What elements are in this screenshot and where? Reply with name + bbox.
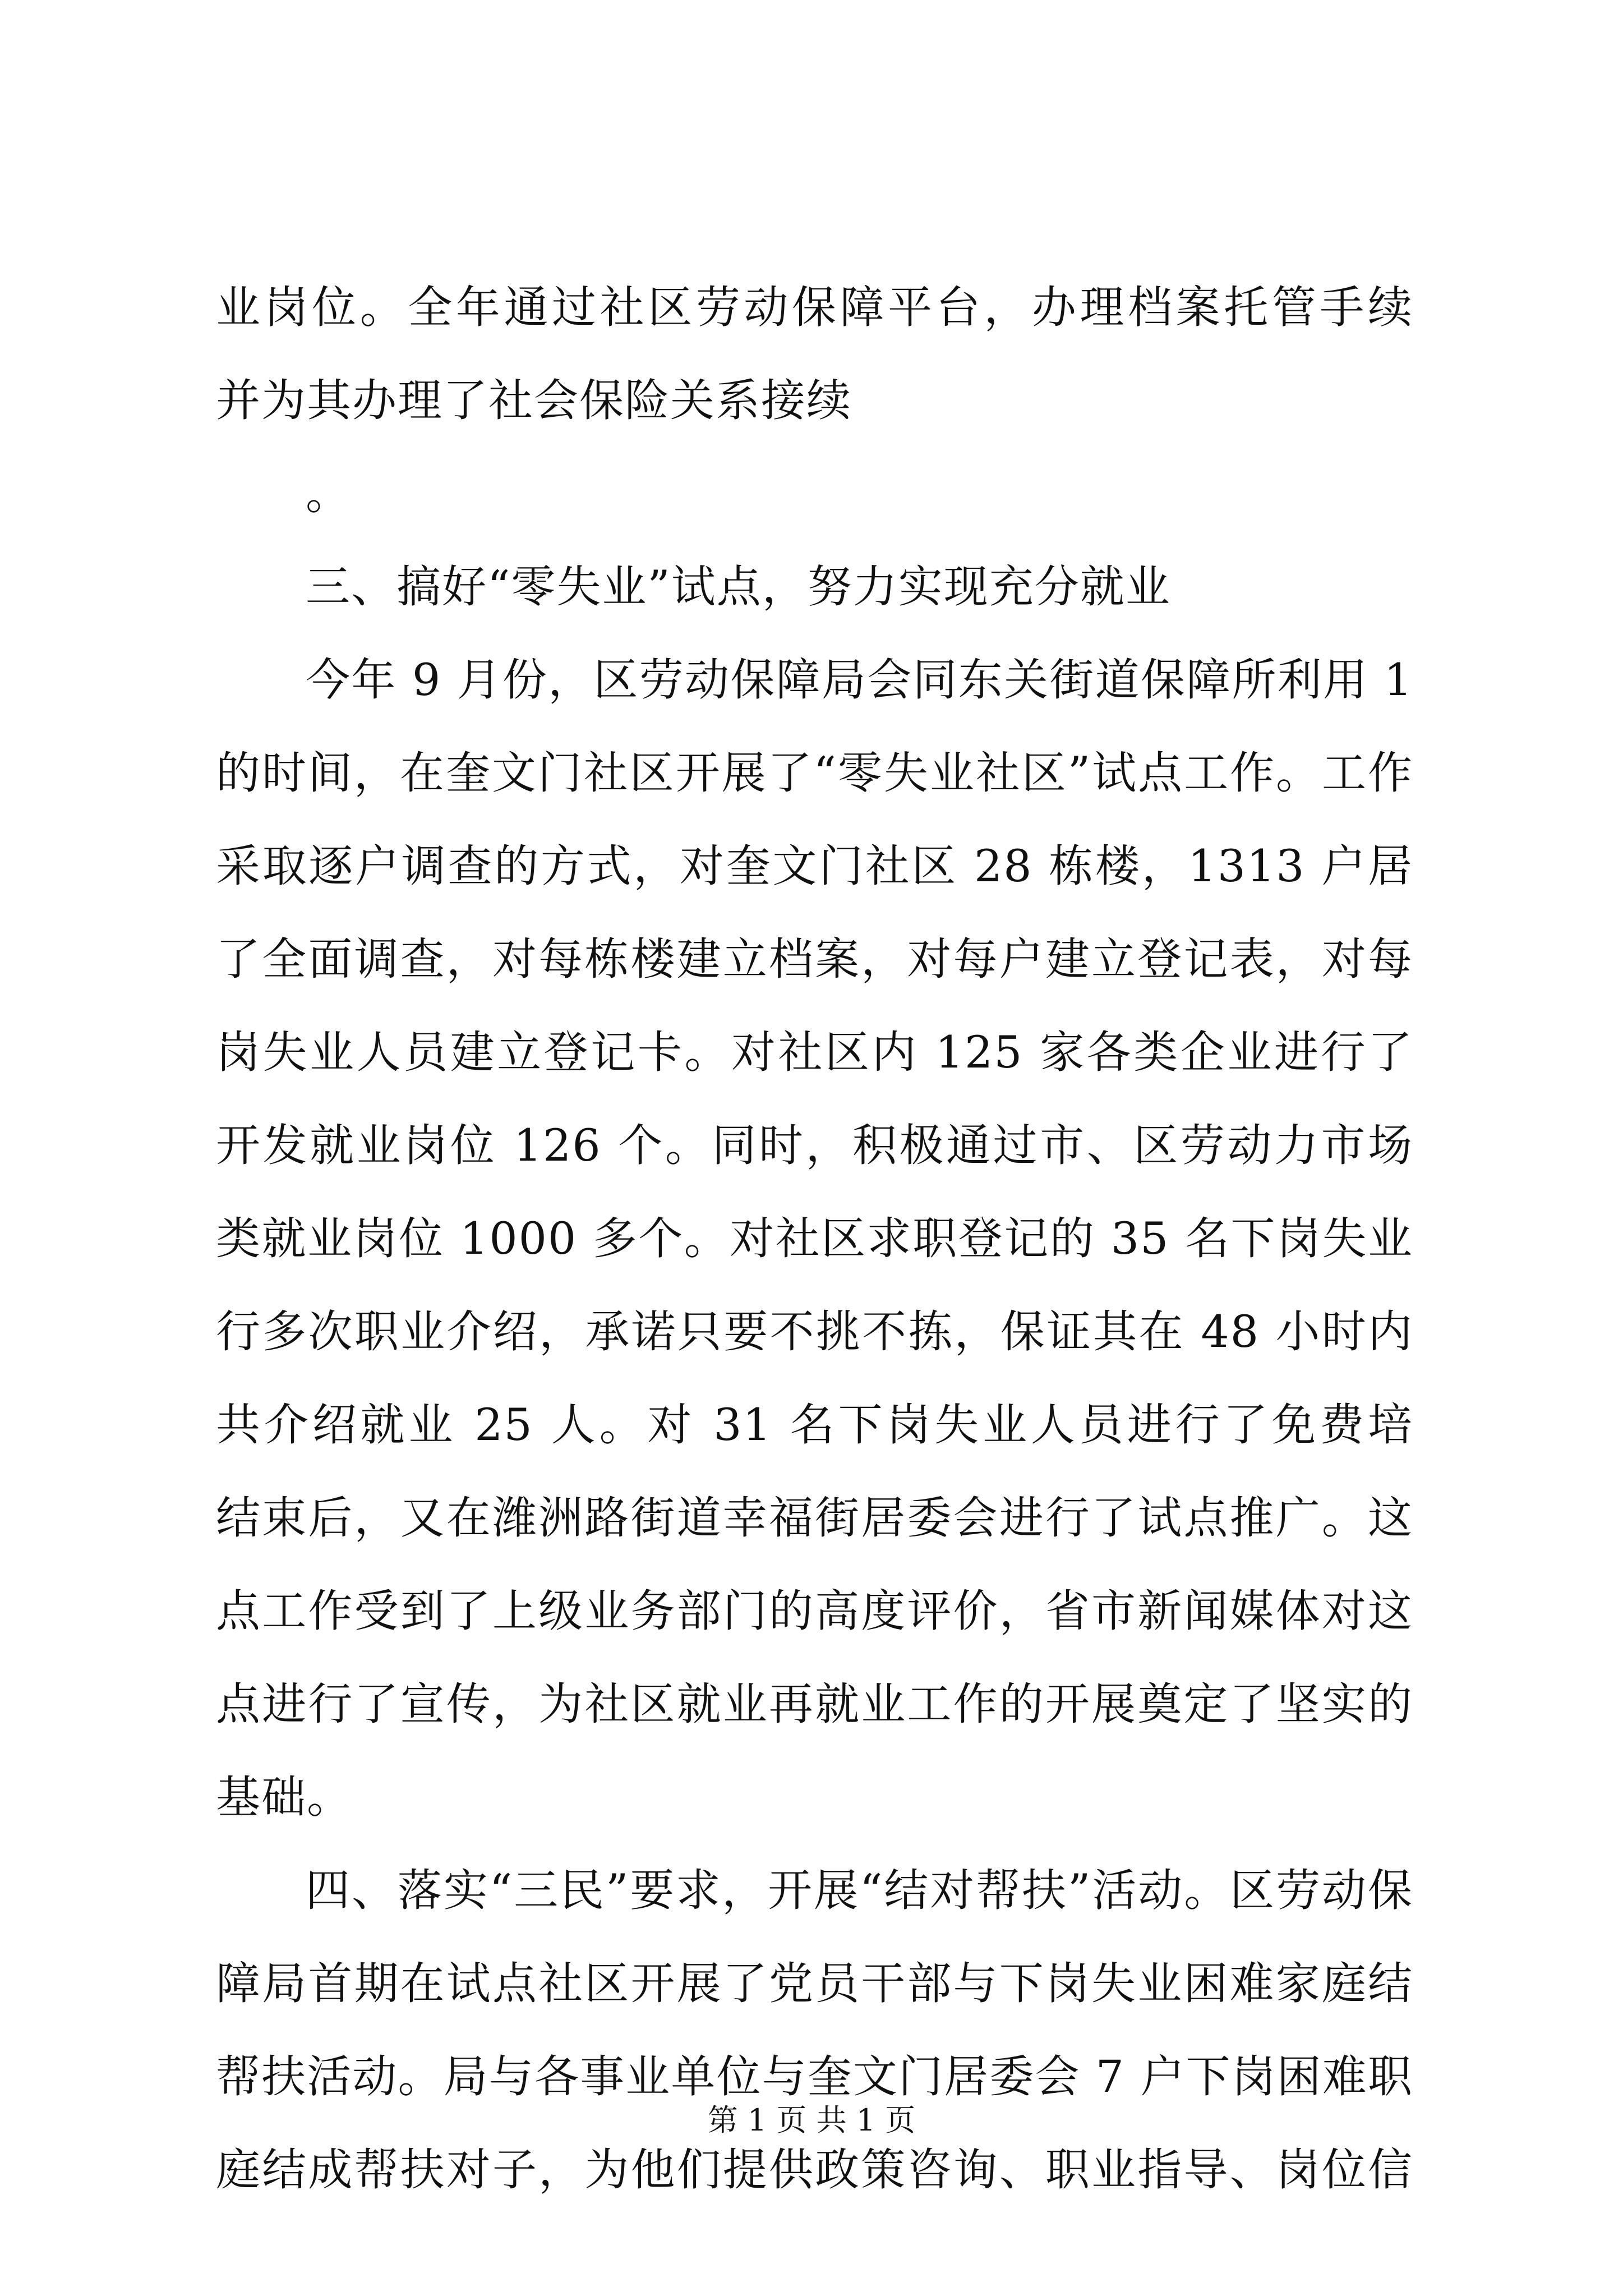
text-line: 共介绍就业 25 人。对 31 名下岗失业人员进行了免费培 (216, 1399, 1413, 1451)
text-line: 类就业岗位 1000 多个。对社区求职登记的 35 名下岗失业 (216, 1213, 1413, 1264)
text-line: 岗失业人员建立登记卡。对社区内 125 家各类企业进行了 (216, 1027, 1413, 1078)
text-line: 障局首期在试点社区开展了党员干部与下岗失业困难家庭结 (216, 1958, 1413, 2009)
text-line: 并为其办理了社会保险关系接续 (216, 375, 852, 426)
text-line: 三、搞好“零失业”试点，努力实现充分就业 (306, 561, 1171, 613)
text-line: 开发就业岗位 126 个。同时，积极通过市、区劳动力市场 (216, 1120, 1413, 1171)
text-line: 点进行了宣传，为社区就业再就业工作的开展奠定了坚实的 (216, 1678, 1413, 1730)
text-line: 帮扶活动。局与各事业单位与奎文门居委会 7 户下岗困难职 (216, 2051, 1413, 2102)
text-line: 。 (306, 468, 351, 519)
text-line: 行多次职业介绍，承诺只要不挑不拣，保证其在 48 小时内 (216, 1306, 1413, 1358)
document-body (216, 261, 1413, 2216)
text-line: 今年 9 月份，区劳动保障局会同东关街道保障所利用 1 (306, 654, 1413, 706)
text-line: 基础。 (216, 1772, 352, 1823)
text-line: 四、落实“三民”要求，开展“结对帮扶”活动。区劳动保 (306, 1865, 1413, 1916)
text-line: 结束后，又在潍洲路街道幸福街居委会进行了试点推广。这 (216, 1492, 1413, 1544)
text-line: 点工作受到了上级业务部门的高度评价，省市新闻媒体对这 (216, 1585, 1413, 1637)
text-line: 的时间，在奎文门社区开展了“零失业社区”试点工作。工作 (216, 747, 1413, 799)
page-footer: 第 1 页 共 1 页 (707, 2102, 916, 2138)
text-line: 庭结成帮扶对子，为他们提供政策咨询、职业指导、岗位信 (216, 2144, 1413, 2196)
text-line: 业岗位。全年通过社区劳动保障平台，办理档案托管手续 (216, 282, 1413, 333)
text-line: 采取逐户调查的方式，对奎文门社区 28 栋楼，1313 户居 (216, 840, 1413, 892)
text-line: 了全面调查，对每栋楼建立档案，对每户建立登记表，对每 (216, 933, 1413, 985)
